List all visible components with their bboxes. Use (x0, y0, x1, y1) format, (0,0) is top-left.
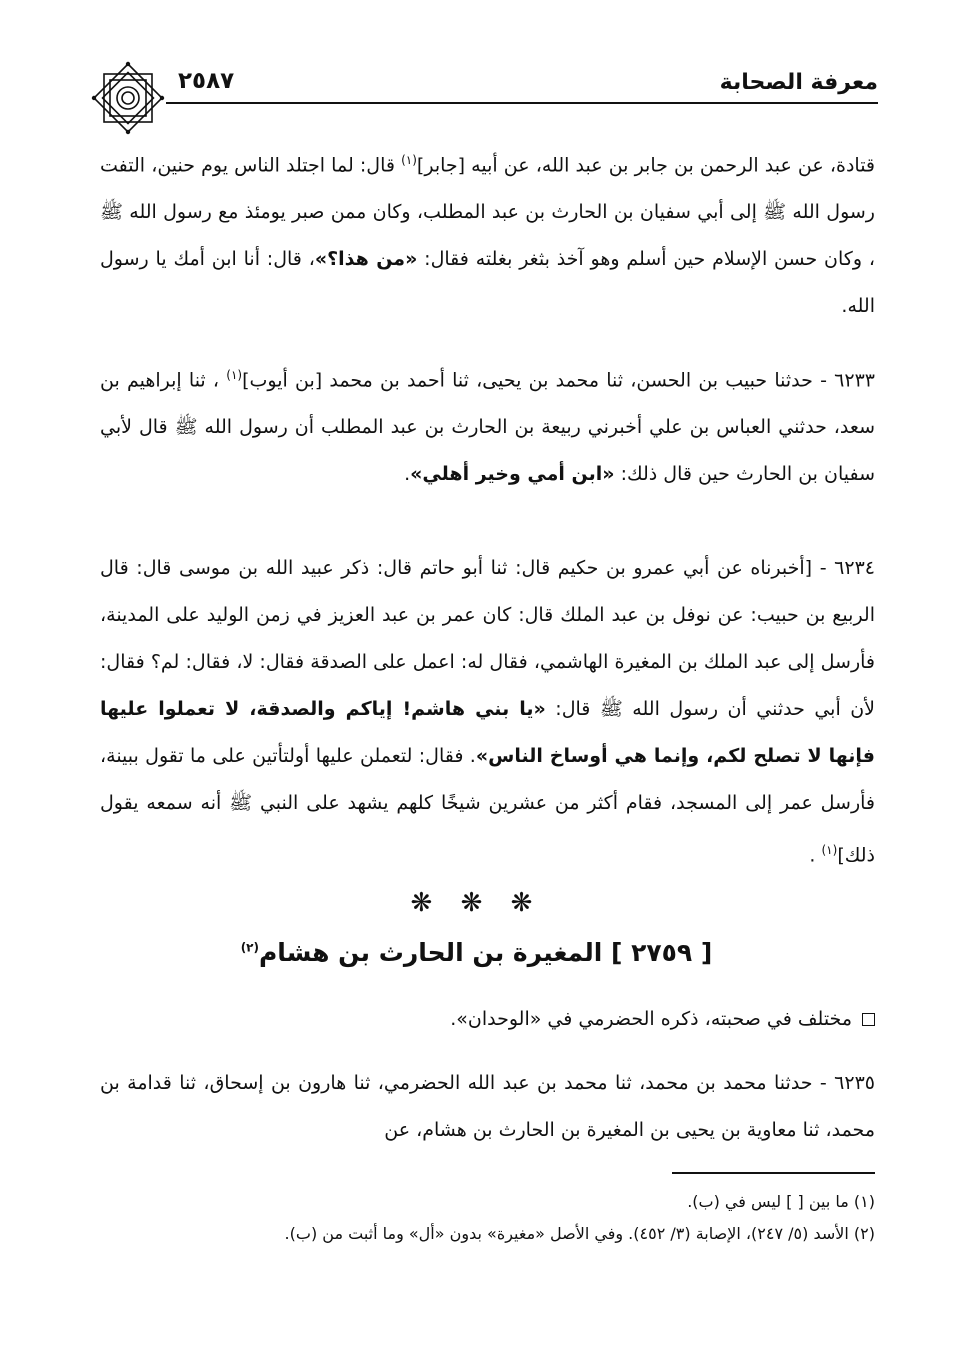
footnote-marker: (١) (401, 153, 417, 167)
paragraph-text: ٦٢٣٣ - حدثنا حبيب بن الحسن، ثنا محمد بن يحيى، ثنا أحمد بن محمد [بن أيوب] (242, 369, 875, 392)
paragraph-text: ٦٢٣٤ - [أخبرناه عن أبي عمرو بن حكيم قال: ثنا أبو حاتم قال: ذكر عبيد الله بن موسى قال: قال الربيع بن حبيب: عن نوفل بن عبد الملك قال: كان عمر بن عبد العزيز في زمن الوليد على المدينة، فأرسل إلى عبد الملك بن المغيرة الهاشمي، فقال له: اعمل على الصدقة فقال: لا، فقال: لم؟ فقال: لأن أبي حدثني أن رسول الله ﷺ قال: (100, 557, 875, 720)
note-text: مختلف في صحبته، ذكره الحضرمي في «الوحدان». (450, 1008, 852, 1030)
hadith-quote: «ابن أمي وخير أهلي» (410, 463, 615, 486)
section-heading-text: [ ٢٧٥٩ ] المغيرة بن الحارث بن هشام (258, 938, 713, 967)
paragraph-text: . (809, 844, 822, 867)
footnote-marker: (٢) (240, 940, 259, 955)
hadith-quote: «من هذا؟» (314, 248, 418, 271)
paragraph-1 (100, 137, 875, 330)
footnotes (100, 1186, 875, 1250)
paragraph-text: ، قال: أنا ابن أمك يا رسول الله. (100, 248, 875, 318)
footnote-marker: (١) (821, 843, 838, 857)
footnote-1: (١) ما بين [ ] ليس في (ب). (687, 1192, 875, 1211)
paragraph-text: . فقال: لتعملن عليها أولتأتين على ما تقول ببينة، فأرسل عمر إلى المسجد، فقام أكثر من عشرين شيخًا كلهم يشهد على النبي ﷺ أنه سمعه يقول ذلك] (100, 745, 875, 867)
star-ornament-icon (88, 58, 168, 138)
paragraph-text: ، ثنا إبراهيم بن سعد، حدثني العباس بن علي أخبرني ربيعة بن الحارث بن عبد المطلب أن رسول الله ﷺ قال لأبي سفيان بن الحارث حين قال ذلك: (100, 369, 875, 486)
footnote-marker: (١) (226, 368, 243, 382)
header-rule (166, 102, 878, 104)
square-bullet-icon (862, 1013, 875, 1026)
page-header (88, 58, 878, 138)
paragraph-6234 (100, 545, 875, 879)
paragraph-text: . (404, 463, 411, 486)
footnote-2: (٢) الأسد (٥/ ٢٤٧)، الإصابة (٣/ ٤٥٢). وفي الأصل «مغيرة» بدون «أل» وما أثبت من (ب). (284, 1224, 875, 1243)
paragraph-text: ٦٢٣٥ - حدثنا محمد بن محمد، ثنا محمد بن عبد الله الحضرمي، ثنا هارون بن إسحاق، ثنا قدامة بن محمد، ثنا معاوية بن يحيى بن المغيرة بن الحارث بن هشام، عن (100, 1072, 875, 1141)
hadith-quote: «يا بني هاشم! إياكم والصدقة، لا تعملوا عليها فإنها لا تصلح لكم، وإنما هي أوساخ الناس» (100, 698, 875, 767)
section-separator: ❋ ❋ ❋ (410, 888, 543, 918)
paragraph-6233 (100, 352, 875, 498)
paragraph-6235 (100, 1060, 875, 1154)
book-title: معرفة الصحابة (719, 70, 878, 95)
paragraph-text: قتادة، عن عبد الرحمن بن جابر بن عبد الله، عن أبيه [جابر] (416, 154, 876, 177)
footnote-rule (672, 1172, 875, 1174)
page-number: ٢٥٨٧ (178, 68, 235, 94)
paragraph-text: قال: لما اجتلد الناس يوم حنين، التفت رسول الله ﷺ إلى أبي سفيان بن الحارث بن عبد المطلب، وكان ممن صبر يومئذ مع رسول الله ﷺ ، وكان حسن الإسلام حين أسلم وهو آخذ بثغر بغلته فقال: (100, 154, 875, 271)
section-heading (0, 938, 953, 967)
biography-note (450, 1008, 875, 1030)
